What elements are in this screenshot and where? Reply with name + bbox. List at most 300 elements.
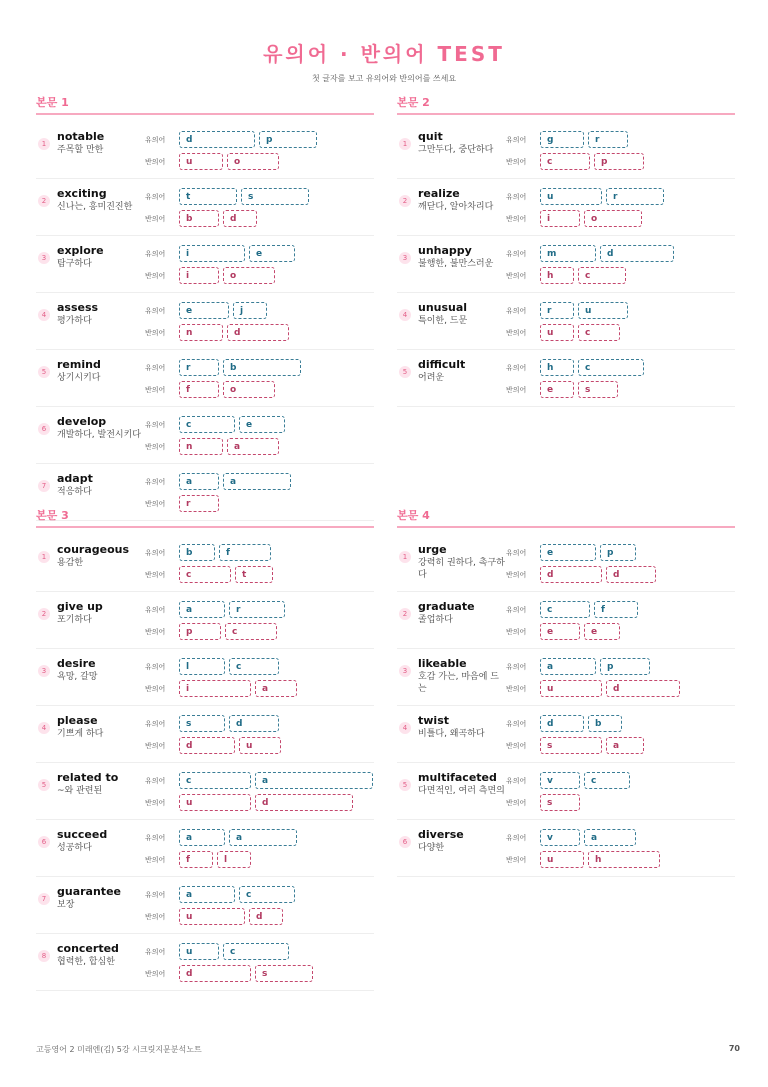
word-cell [57, 472, 145, 498]
antonym-line [145, 907, 374, 926]
answer-area [506, 714, 735, 758]
antonym-label: 반의어 [506, 271, 527, 280]
answer-area [145, 244, 374, 288]
antonym-blank[interactable]: u [540, 324, 574, 341]
antonym-blank[interactable]: p [594, 153, 644, 170]
english-word: develop [57, 415, 107, 428]
answer-area [145, 358, 374, 402]
antonym-blank[interactable]: c [540, 153, 590, 170]
antonym-line [506, 266, 735, 285]
antonym-line [145, 679, 374, 698]
answer-area [506, 828, 735, 872]
word-list [36, 535, 374, 991]
english-word: multifaceted [418, 771, 497, 784]
word-cell [418, 543, 506, 581]
english-word: likeable [418, 657, 467, 670]
english-word: give up [57, 600, 103, 613]
antonym-label: 반의어 [145, 442, 166, 451]
antonym-label: 반의어 [145, 385, 166, 394]
word-row [36, 407, 374, 464]
antonym-label: 반의어 [145, 855, 166, 864]
synonym-label: 유의어 [145, 947, 166, 956]
answer-area [506, 543, 735, 587]
word-row [397, 122, 735, 179]
english-word: assess [57, 301, 99, 314]
antonym-blank[interactable]: c [578, 324, 620, 341]
word-row [397, 820, 735, 877]
synonym-label: 유의어 [506, 192, 527, 201]
synonym-blank[interactable]: c [223, 943, 289, 960]
synonym-label: 유의어 [506, 548, 527, 557]
synonym-label: 유의어 [506, 719, 527, 728]
korean-meaning: 탐구하다 [57, 259, 92, 269]
item-number: 4 [38, 309, 50, 321]
antonym-label: 반의어 [145, 271, 166, 280]
item-number: 5 [38, 366, 50, 378]
korean-meaning: 호감 가는, 마음에 드는 [418, 672, 499, 694]
item-number: 2 [399, 608, 411, 620]
synonym-label: 유의어 [145, 833, 166, 842]
page-footer [36, 1044, 740, 1055]
synonym-blank[interactable]: a [179, 886, 235, 903]
synonym-blank[interactable]: d [600, 245, 674, 262]
antonym-blank[interactable]: d [606, 566, 656, 583]
synonym-blank[interactable]: v [540, 772, 580, 789]
synonym-label: 유의어 [145, 363, 166, 372]
synonym-label: 유의어 [145, 306, 166, 315]
korean-meaning: 욕망, 갈망 [57, 672, 98, 682]
korean-meaning: 기쁘게 하다 [57, 729, 104, 739]
word-row [36, 293, 374, 350]
antonym-line [506, 380, 735, 399]
antonym-blank[interactable]: r [179, 495, 219, 512]
word-cell [418, 771, 506, 797]
item-number: 6 [38, 836, 50, 848]
item-number: 1 [399, 551, 411, 563]
synonym-line [506, 828, 735, 847]
synonym-blank[interactable]: b [179, 544, 215, 561]
item-number: 1 [38, 551, 50, 563]
synonym-blank[interactable]: c [540, 601, 590, 618]
synonym-label: 유의어 [145, 890, 166, 899]
word-cell [57, 885, 145, 911]
item-number: 8 [38, 950, 50, 962]
word-row [397, 179, 735, 236]
antonym-blank[interactable]: d [249, 908, 283, 925]
synonym-blank[interactable]: d [229, 715, 279, 732]
korean-meaning: 보장 [57, 900, 75, 910]
synonym-blank[interactable]: u [179, 943, 219, 960]
antonym-blank[interactable]: d [227, 324, 289, 341]
antonym-line [145, 266, 374, 285]
synonym-blank[interactable]: c [229, 658, 279, 675]
answer-area [145, 543, 374, 587]
english-word: courageous [57, 543, 130, 556]
english-word: exciting [57, 187, 107, 200]
synonym-blank[interactable]: a [255, 772, 373, 789]
antonym-line [506, 679, 735, 698]
synonym-line [506, 301, 735, 320]
item-number: 4 [38, 722, 50, 734]
antonym-blank[interactable]: u [540, 851, 584, 868]
antonym-blank[interactable]: h [540, 267, 574, 284]
synonym-line [145, 885, 374, 904]
synonym-line [506, 657, 735, 676]
synonym-label: 유의어 [506, 306, 527, 315]
antonym-blank[interactable]: t [235, 566, 273, 583]
word-cell [57, 657, 145, 683]
word-row [397, 236, 735, 293]
answer-area [145, 885, 374, 929]
synonym-blank[interactable]: c [239, 886, 295, 903]
synonym-blank[interactable]: p [600, 658, 650, 675]
synonym-blank[interactable]: r [229, 601, 285, 618]
antonym-blank[interactable]: p [179, 623, 221, 640]
word-row [397, 706, 735, 763]
antonym-line [506, 622, 735, 641]
word-cell [418, 244, 506, 270]
synonym-blank[interactable]: p [600, 544, 636, 561]
antonym-blank[interactable]: u [540, 680, 602, 697]
antonym-label: 반의어 [145, 912, 166, 921]
synonym-blank[interactable]: a [229, 829, 297, 846]
synonym-blank[interactable]: c [584, 772, 630, 789]
word-row [397, 649, 735, 706]
antonym-blank[interactable]: s [255, 965, 313, 982]
synonym-blank[interactable]: a [179, 601, 225, 618]
antonym-blank[interactable]: e [584, 623, 620, 640]
answer-area [506, 600, 735, 644]
synonym-line [506, 543, 735, 562]
antonym-line [145, 209, 374, 228]
synonym-blank[interactable]: c [179, 416, 235, 433]
synonym-line [506, 600, 735, 619]
synonym-blank[interactable]: b [223, 359, 301, 376]
english-word: diverse [418, 828, 464, 841]
answer-area [145, 828, 374, 872]
item-number: 2 [38, 195, 50, 207]
synonym-line [506, 244, 735, 263]
antonym-blank[interactable]: i [540, 210, 580, 227]
antonym-line [145, 323, 374, 342]
antonym-label: 반의어 [145, 798, 166, 807]
synonym-line [506, 771, 735, 790]
word-list [397, 535, 735, 877]
korean-meaning: 깨닫다, 알아차리다 [418, 202, 494, 212]
synonym-blank[interactable]: e [540, 544, 596, 561]
antonym-blank[interactable]: i [179, 680, 251, 697]
antonym-label: 반의어 [145, 157, 166, 166]
synonym-blank[interactable]: c [578, 359, 644, 376]
item-number: 4 [399, 722, 411, 734]
answer-area [145, 130, 374, 174]
synonym-line [506, 130, 735, 149]
section-title: 본문 1 [36, 94, 374, 115]
word-cell [418, 358, 506, 384]
word-cell [57, 301, 145, 327]
antonym-blank[interactable]: u [239, 737, 281, 754]
answer-area [145, 942, 374, 986]
antonym-blank[interactable]: a [227, 438, 279, 455]
synonym-line [506, 358, 735, 377]
synonym-label: 유의어 [506, 776, 527, 785]
antonym-line [145, 964, 374, 983]
synonym-label: 유의어 [506, 249, 527, 258]
synonym-blank[interactable]: d [179, 131, 255, 148]
word-row [36, 820, 374, 877]
antonym-blank[interactable]: u [179, 794, 251, 811]
answer-area [506, 187, 735, 231]
answer-area [145, 600, 374, 644]
answer-area [145, 657, 374, 701]
synonym-blank[interactable]: g [540, 131, 584, 148]
word-cell [418, 301, 506, 327]
antonym-blank[interactable]: n [179, 438, 223, 455]
antonym-blank[interactable]: d [255, 794, 353, 811]
antonym-blank[interactable]: u [179, 908, 245, 925]
item-number: 5 [38, 779, 50, 791]
word-row [36, 535, 374, 592]
antonym-blank[interactable]: s [578, 381, 618, 398]
antonym-blank[interactable]: s [540, 794, 580, 811]
synonym-blank[interactable]: f [594, 601, 638, 618]
antonym-label: 반의어 [145, 570, 166, 579]
antonym-blank[interactable]: d [540, 566, 602, 583]
answer-area [145, 187, 374, 231]
word-row [36, 350, 374, 407]
antonym-blank[interactable]: d [606, 680, 680, 697]
antonym-blank[interactable]: e [540, 381, 574, 398]
antonym-blank[interactable]: d [179, 737, 235, 754]
antonym-blank[interactable]: f [179, 381, 219, 398]
answer-area [506, 358, 735, 402]
synonym-blank[interactable]: e [179, 302, 229, 319]
item-number: 5 [399, 779, 411, 791]
antonym-blank[interactable]: f [179, 851, 213, 868]
item-number: 3 [38, 252, 50, 264]
answer-area [506, 301, 735, 345]
synonym-blank[interactable]: f [219, 544, 271, 561]
synonym-label: 유의어 [145, 776, 166, 785]
word-cell [418, 600, 506, 626]
synonym-line [145, 543, 374, 562]
word-cell [57, 130, 145, 156]
page-subtitle: 첫 글자를 보고 유의어와 반의어를 쓰세요 [311, 74, 457, 83]
synonym-blank[interactable]: h [540, 359, 574, 376]
word-row [36, 649, 374, 706]
synonym-line [145, 130, 374, 149]
antonym-blank[interactable]: d [179, 965, 251, 982]
antonym-blank[interactable]: l [217, 851, 251, 868]
antonym-blank[interactable]: o [227, 153, 279, 170]
word-row [36, 934, 374, 991]
page-title: 유의어 · 반의어 TEST [263, 42, 505, 66]
antonym-line [506, 209, 735, 228]
antonym-label: 반의어 [506, 328, 527, 337]
synonym-label: 유의어 [145, 249, 166, 258]
synonym-blank[interactable]: i [179, 245, 245, 262]
word-row [36, 877, 374, 934]
word-cell [57, 415, 145, 441]
word-list [397, 122, 735, 407]
word-cell [57, 828, 145, 854]
antonym-label: 반의어 [145, 214, 166, 223]
synonym-blank[interactable]: a [540, 658, 596, 675]
synonym-blank[interactable]: e [239, 416, 285, 433]
footer-book-title: 고등영어 2 미래엔(김) 5강 시크릿지문분석노트 [36, 1045, 202, 1054]
antonym-blank[interactable]: s [540, 737, 602, 754]
english-word: desire [57, 657, 96, 670]
synonym-blank[interactable]: r [606, 188, 664, 205]
antonym-blank[interactable]: c [578, 267, 626, 284]
item-number: 2 [38, 608, 50, 620]
synonym-blank[interactable]: l [179, 658, 225, 675]
antonym-blank[interactable]: e [540, 623, 580, 640]
section-4 [397, 507, 735, 877]
synonym-blank[interactable]: j [233, 302, 267, 319]
antonym-blank[interactable]: a [606, 737, 644, 754]
antonym-blank[interactable]: c [225, 623, 277, 640]
synonym-line [145, 244, 374, 263]
synonym-blank[interactable]: d [540, 715, 584, 732]
word-cell [418, 714, 506, 740]
korean-meaning: 어려운 [418, 373, 445, 383]
synonym-label: 유의어 [145, 135, 166, 144]
word-cell [418, 130, 506, 156]
antonym-blank[interactable]: c [179, 566, 231, 583]
item-number: 3 [399, 252, 411, 264]
item-number: 1 [38, 138, 50, 150]
antonym-blank[interactable]: h [588, 851, 660, 868]
antonym-line [145, 736, 374, 755]
answer-area [506, 771, 735, 815]
item-number: 2 [399, 195, 411, 207]
synonym-blank[interactable]: e [249, 245, 295, 262]
synonym-blank[interactable]: t [179, 188, 237, 205]
word-cell [418, 657, 506, 695]
korean-meaning: 졸업하다 [418, 615, 453, 625]
answer-area [145, 714, 374, 758]
antonym-blank[interactable]: a [255, 680, 297, 697]
word-cell [57, 358, 145, 384]
synonym-blank[interactable]: b [588, 715, 622, 732]
antonym-line [506, 850, 735, 869]
section-title: 본문 3 [36, 507, 374, 528]
antonym-line [506, 736, 735, 755]
korean-meaning: 적응하다 [57, 487, 92, 497]
antonym-blank[interactable]: o [223, 381, 275, 398]
item-number: 7 [38, 893, 50, 905]
english-word: notable [57, 130, 105, 143]
antonym-blank[interactable]: i [179, 267, 219, 284]
korean-meaning: 다양한 [418, 843, 445, 853]
section-3 [36, 507, 374, 991]
synonym-label: 유의어 [145, 662, 166, 671]
item-number: 6 [38, 423, 50, 435]
page-header [0, 38, 768, 84]
antonym-label: 반의어 [506, 385, 527, 394]
english-word: urge [418, 543, 447, 556]
antonym-blank[interactable]: u [179, 153, 223, 170]
korean-meaning: 신나는, 흥미진진한 [57, 202, 133, 212]
page-number: 70 [728, 1044, 740, 1053]
synonym-blank[interactable]: u [578, 302, 628, 319]
synonym-blank[interactable]: s [179, 715, 225, 732]
antonym-line [145, 437, 374, 456]
synonym-label: 유의어 [145, 605, 166, 614]
synonym-blank[interactable]: a [179, 473, 219, 490]
synonym-line [145, 301, 374, 320]
antonym-blank[interactable]: d [223, 210, 257, 227]
antonym-blank[interactable]: b [179, 210, 219, 227]
synonym-blank[interactable]: s [241, 188, 309, 205]
synonym-line [145, 358, 374, 377]
english-word: guarantee [57, 885, 121, 898]
antonym-label: 반의어 [506, 855, 527, 864]
item-number: 5 [399, 366, 411, 378]
synonym-blank[interactable]: v [540, 829, 580, 846]
synonym-blank[interactable]: r [540, 302, 574, 319]
word-row [397, 763, 735, 820]
synonym-blank[interactable]: m [540, 245, 596, 262]
antonym-label: 반의어 [145, 499, 166, 508]
synonym-blank[interactable]: c [179, 772, 251, 789]
synonym-blank[interactable]: r [179, 359, 219, 376]
word-row [397, 293, 735, 350]
word-row [36, 706, 374, 763]
antonym-line [145, 793, 377, 812]
synonym-blank[interactable]: a [179, 829, 225, 846]
synonym-blank[interactable]: r [588, 131, 628, 148]
synonym-line [145, 187, 374, 206]
synonym-label: 유의어 [145, 477, 166, 486]
english-word: succeed [57, 828, 108, 841]
antonym-line [506, 793, 735, 812]
antonym-blank[interactable]: n [179, 324, 223, 341]
synonym-blank[interactable]: a [584, 829, 636, 846]
antonym-blank[interactable]: o [223, 267, 275, 284]
korean-meaning: 개발하다, 발전시키다 [57, 430, 141, 440]
section-1 [36, 94, 374, 521]
word-cell [57, 942, 145, 968]
answer-area [145, 301, 374, 345]
item-number: 7 [38, 480, 50, 492]
antonym-line [506, 323, 735, 342]
synonym-label: 유의어 [145, 719, 166, 728]
antonym-blank[interactable]: o [584, 210, 642, 227]
english-word: difficult [418, 358, 466, 371]
korean-meaning: 상기시키다 [57, 373, 101, 383]
korean-meaning: 그만두다, 중단하다 [418, 145, 494, 155]
synonym-label: 유의어 [506, 363, 527, 372]
antonym-line [145, 152, 374, 171]
antonym-label: 반의어 [506, 741, 527, 750]
synonym-blank[interactable]: p [259, 131, 317, 148]
synonym-label: 유의어 [506, 833, 527, 842]
synonym-label: 유의어 [145, 192, 166, 201]
synonym-blank[interactable]: a [223, 473, 291, 490]
english-word: adapt [57, 472, 93, 485]
english-word: related to [57, 771, 119, 784]
antonym-label: 반의어 [506, 627, 527, 636]
english-word: remind [57, 358, 101, 371]
antonym-label: 반의어 [506, 684, 527, 693]
answer-area [145, 771, 377, 815]
word-cell [418, 828, 506, 854]
synonym-blank[interactable]: u [540, 188, 602, 205]
word-row [36, 592, 374, 649]
synonym-line [145, 472, 374, 491]
